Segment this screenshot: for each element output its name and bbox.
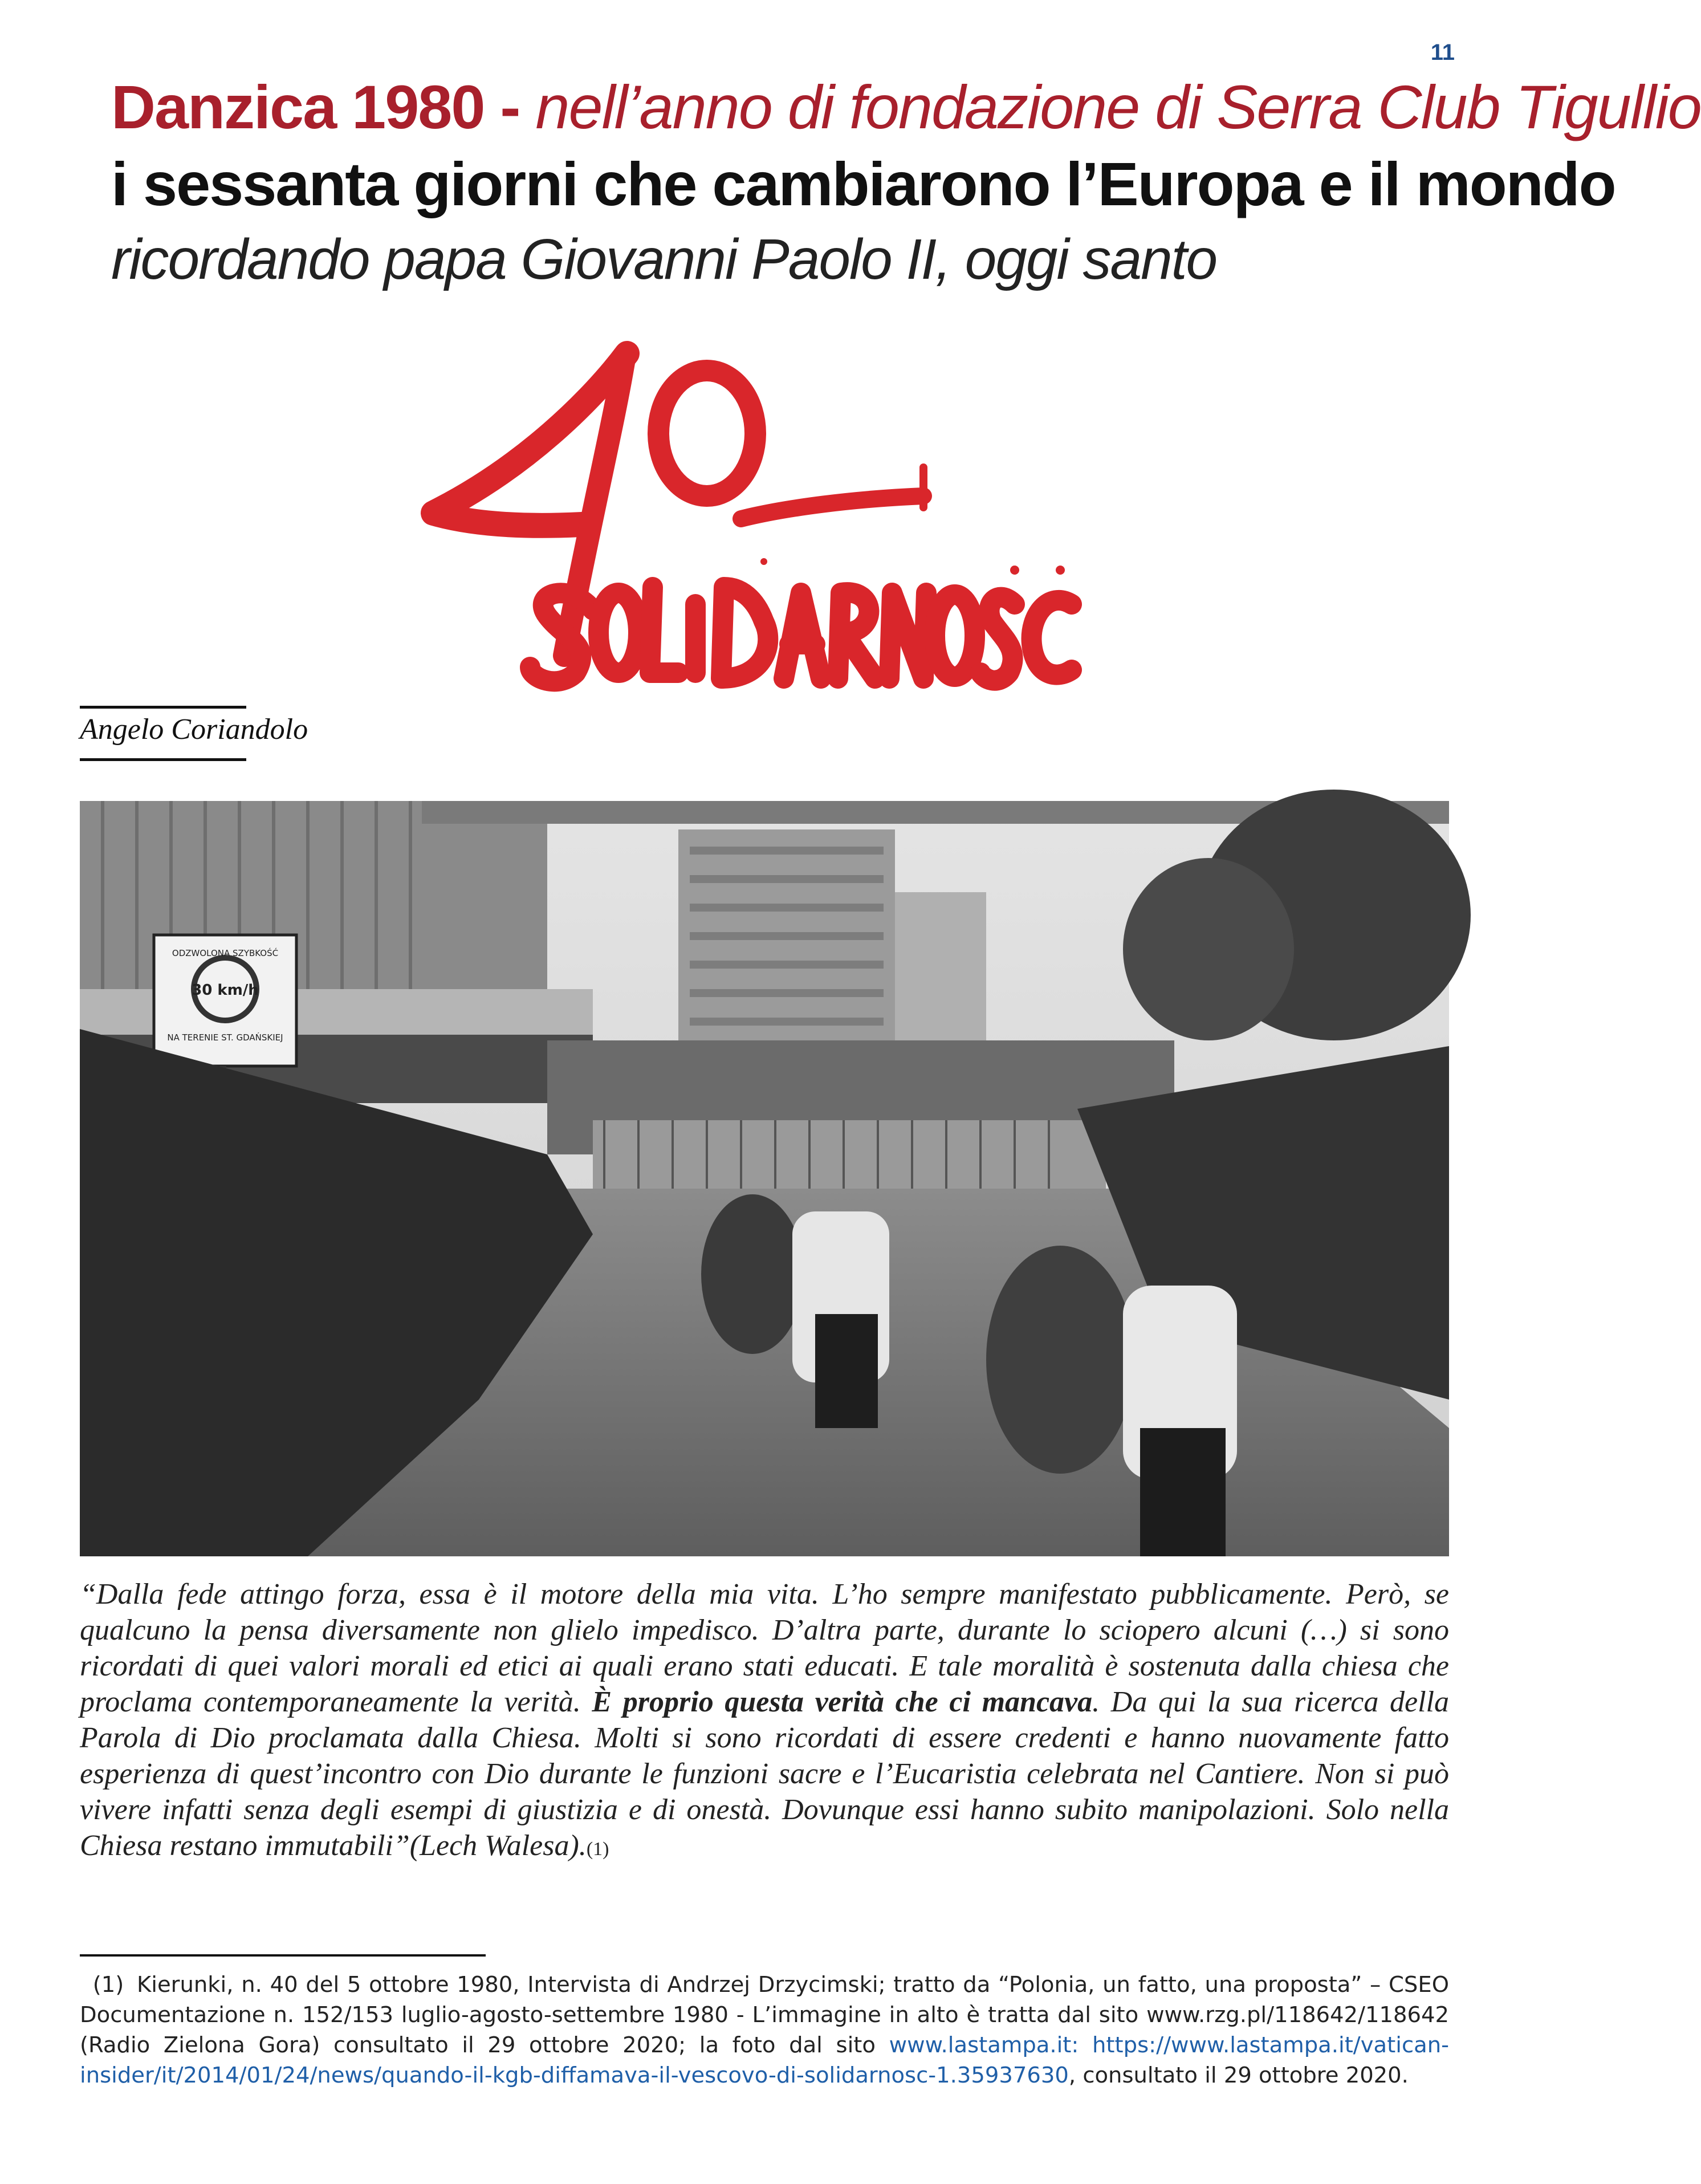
footnote-ref[interactable]: (1) bbox=[586, 1839, 609, 1860]
title-founding-note: nell’anno di fondazione di Serra Club Tigullio bbox=[535, 72, 1701, 141]
quote-emphasis: È proprio questa verità che ci mancava bbox=[592, 1686, 1093, 1718]
walesa-quote bbox=[80, 1576, 1449, 1867]
footnote bbox=[80, 1970, 1449, 2091]
quote-text-2: . Da qui la sua ricerca della Parola di Dio proclamata dalla Chiesa. Molti si sono ricordati di essere credenti e hanno nuovamente fatto esperienza di quest’incontro con Dio durante le funzioni sacre e l’Eucaristia celebrata nel Cantiere. Non si può vivere infatti senza degli esempi di giustizia e di onestà. Dovunque essi hanno subito manipolazioni. Solo nella Chiesa restano immutabili”(Lech Walesa). bbox=[80, 1686, 1449, 1862]
title-line-2: i sessanta giorni che cambiarono l’Europa e il mondo bbox=[111, 149, 1615, 218]
title-block bbox=[111, 68, 1701, 296]
quote-text-1: “Dalla fede attingo forza, essa è il motore della mia vita. L’ho sempre manifestato pubblicamente. Però, se qualcuno la pensa diversamente non glielo impedisco. D’altra parte, durante lo sciopero alcuni (…) si sono ricordati di quei valori morali ed etici ai quali erano stati educati. E tale moralità è sostenuta dalla chiesa che proclama contemporaneamente la verità. bbox=[80, 1578, 1449, 1718]
author-rule-top bbox=[80, 706, 246, 709]
title-place-year: Danzica 1980 - bbox=[111, 72, 536, 141]
sign-bottom-text: NA TERENIE ST. GDAŃSKIEJ bbox=[167, 1032, 283, 1043]
footnote-text-2: , consultato il 29 ottobre 2020. bbox=[1068, 2063, 1409, 2088]
title-line-1 bbox=[111, 68, 1701, 145]
title-line-3: ricordando papa Giovanni Paolo II, oggi santo bbox=[111, 227, 1217, 291]
author-rule-bottom bbox=[80, 758, 246, 761]
page-number: 11 bbox=[1430, 40, 1455, 65]
footnote-text-1: Kierunki, n. 40 del 5 ottobre 1980, Intervista di Andrzej Drzycimski; tratto da “Polonia, un fatto, una proposta” – CSEO Documentazione n. 152/153 luglio-agosto-settembre 1980 - L’immagine in alto è tratta dal sito www.rzg.pl/118642/118642 (Radio Zielona Gora) consultato il 29 ottobre 2020; la foto dal sito bbox=[80, 1972, 1449, 2058]
sign-top-text: ODZWOLONA SZYBKOŚĆ bbox=[172, 948, 279, 958]
footnote-number: (1) bbox=[92, 1972, 124, 1998]
solidarnosc-logo-graphic bbox=[422, 336, 1106, 701]
gdansk-shipyard-photo bbox=[80, 801, 1449, 1556]
footnote-link[interactable]: www.lastampa.it: https://www.lastampa.it/vatican-insider/it/2014/01/24/news/quando-il-kgb-diffamava-il-vescovo-di-solidarnosc-1.35937630 bbox=[80, 2032, 1449, 2088]
sign-speed-text: 30 km/h bbox=[192, 982, 259, 999]
solidarnosc-logo bbox=[422, 336, 1106, 701]
footnote-rule bbox=[80, 1954, 486, 1957]
author-name: Angelo Coriandolo bbox=[80, 713, 308, 746]
